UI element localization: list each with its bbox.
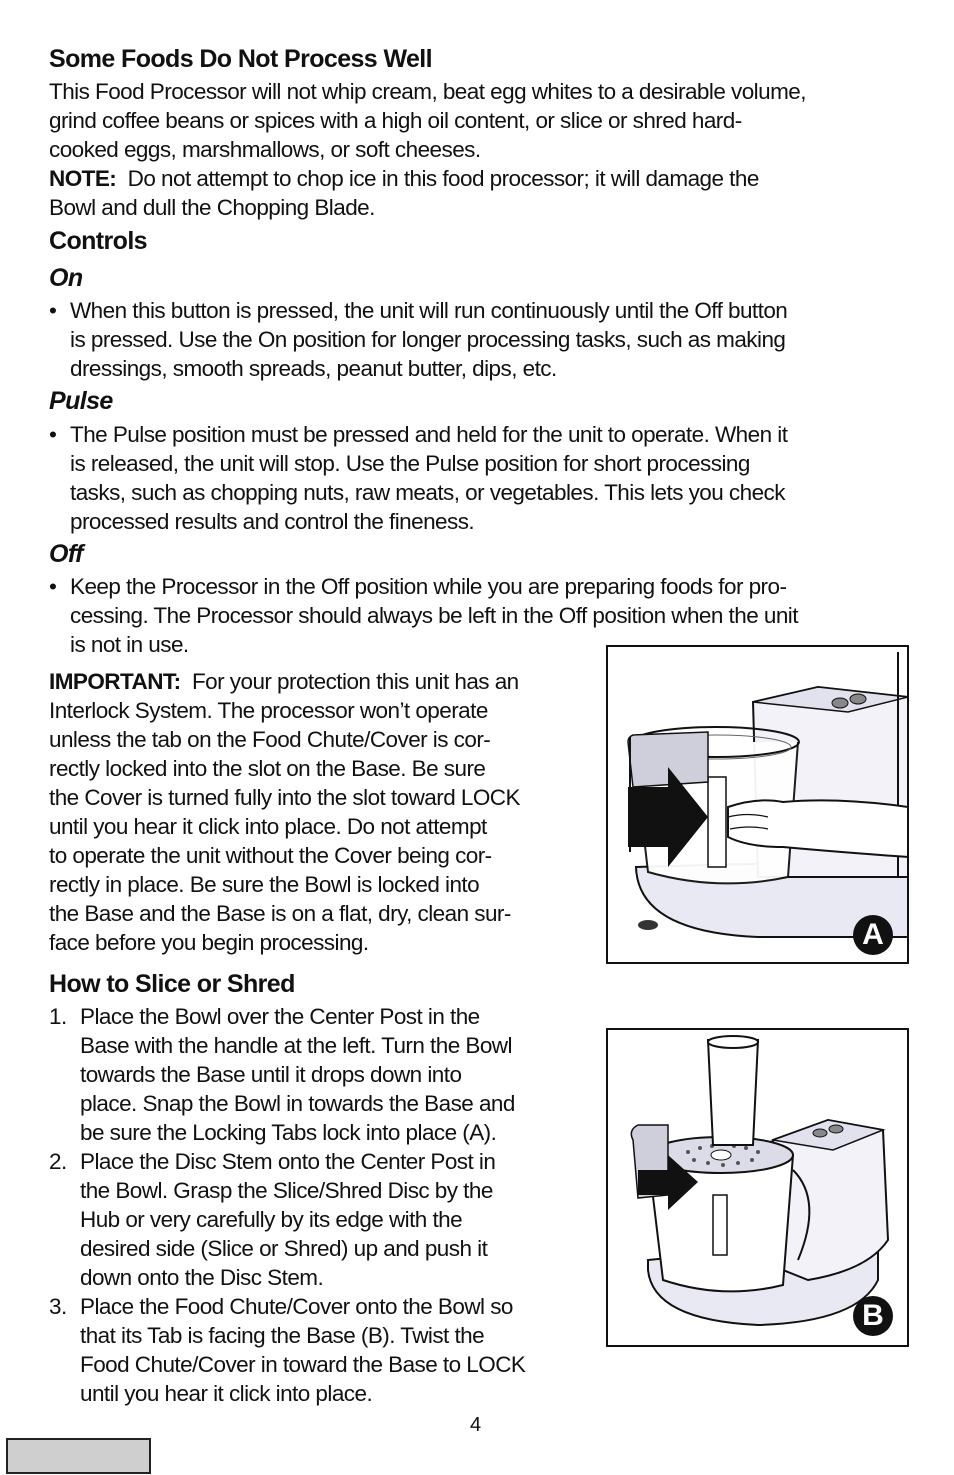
text-line: This Food Processor will not whip cream, beat egg whites to a desirable volume, [49, 79, 806, 104]
text-line: Hub or very carefully by its edge with the [80, 1207, 463, 1232]
text-line: to operate the unit without the Cover being cor- [49, 843, 492, 868]
text-line: Food Chute/Cover in toward the Base to LOCK [80, 1352, 526, 1377]
bullet-text [70, 420, 787, 536]
text-line: When this button is pressed, the unit will run continuously until the Off button [70, 298, 788, 323]
text-line: the Base and the Base is on a flat, dry, clean sur- [49, 901, 511, 926]
text-line: that its Tab is facing the Base (B). Twist the [80, 1323, 485, 1348]
important-first-line [49, 667, 520, 696]
figure-label-badge: B [853, 1296, 893, 1336]
text-line: the Bowl. Grasp the Slice/Shred Disc by the [80, 1178, 493, 1203]
section-title-some-foods: Some Foods Do Not Process Well [49, 45, 433, 73]
text-line: dressings, smooth spreads, peanut butter, dips, etc. [70, 356, 557, 381]
text-line: face before you begin processing. [49, 930, 369, 955]
text-line: Place the Food Chute/Cover onto the Bowl so [80, 1294, 513, 1319]
text-line: be sure the Locking Tabs lock into place (A). [80, 1120, 497, 1145]
text-line: Base with the handle at the left. Turn the Bowl [80, 1033, 512, 1058]
some-foods-paragraph [49, 77, 806, 222]
text-line: is pressed. Use the On position for longer processing tasks, such as making [70, 327, 786, 352]
step-text [80, 1147, 495, 1292]
text-line: desired side (Slice or Shred) up and push it [80, 1236, 488, 1261]
bullet-dot: • [49, 298, 57, 323]
text-line: cessing. The Processor should always be left in the Off position when the unit [70, 603, 798, 628]
step-number: 2. [49, 1149, 67, 1174]
text-line: down onto the Disc Stem. [80, 1265, 324, 1290]
text-line: rectly in place. Be sure the Bowl is locked into [49, 872, 480, 897]
figure-label-badge: A [853, 915, 893, 955]
subheading-pulse: Pulse [49, 387, 113, 415]
step-text [80, 1292, 525, 1408]
text-line: tasks, such as chopping nuts, raw meats, or vegetables. This lets you check [70, 480, 785, 505]
step-number: 3. [49, 1294, 67, 1319]
figure-a [606, 645, 909, 964]
text-line: is not in use. [70, 632, 189, 657]
text-line: Keep the Processor in the Off position while you are preparing foods for pro- [70, 574, 787, 599]
step-number: 1. [49, 1004, 67, 1029]
text-line: unless the tab on the Food Chute/Cover is cor- [49, 727, 491, 752]
text-line: grind coffee beans or spices with a high oil content, or slice or shred hard- [49, 108, 742, 133]
text-line: Bowl and dull the Chopping Blade. [49, 195, 375, 220]
text-line: Place the Disc Stem onto the Center Post in [80, 1149, 496, 1174]
section-title-controls: Controls [49, 227, 147, 255]
bullet-text [70, 296, 787, 383]
text-line: until you hear it click into place. [80, 1381, 373, 1406]
figure-b [606, 1028, 909, 1347]
subheading-on: On [49, 264, 83, 292]
note-text: Do not attempt to chop ice in this food processor; it will damage the [127, 166, 759, 191]
food-processor-bowl-illustration [608, 647, 907, 962]
bullet-dot: • [49, 574, 57, 599]
text-line: processed results and control the fineness. [70, 509, 475, 534]
section-title-slice-shred: How to Slice or Shred [49, 970, 295, 998]
text-line: cooked eggs, marshmallows, or soft cheeses. [49, 137, 481, 162]
text-line: the Cover is turned fully into the slot toward LOCK [49, 785, 520, 810]
text-line: Place the Bowl over the Center Post in the [80, 1004, 480, 1029]
text-line: towards the Base until it drops down into [80, 1062, 462, 1087]
note-line [49, 164, 806, 193]
corner-gray-box [6, 1438, 151, 1474]
important-label: IMPORTANT: [49, 669, 181, 694]
text-line: rectly locked into the slot on the Base. Be sure [49, 756, 486, 781]
text-line: until you hear it click into place. Do not attempt [49, 814, 487, 839]
note-label: NOTE: [49, 166, 117, 191]
text-line: Interlock System. The processor won’t operate [49, 698, 488, 723]
important-paragraph [49, 667, 520, 957]
text-line: The Pulse position must be pressed and held for the unit to operate. When it [70, 422, 788, 447]
page-number: 4 [470, 1414, 482, 1436]
text-line: is released, the unit will stop. Use the Pulse position for short processing [70, 451, 750, 476]
subheading-off: Off [49, 540, 83, 568]
bullet-dot: • [49, 422, 57, 447]
text-line: place. Snap the Bowl in towards the Base and [80, 1091, 515, 1116]
important-text: For your protection this unit has an [191, 669, 519, 694]
step-text [80, 1002, 515, 1147]
